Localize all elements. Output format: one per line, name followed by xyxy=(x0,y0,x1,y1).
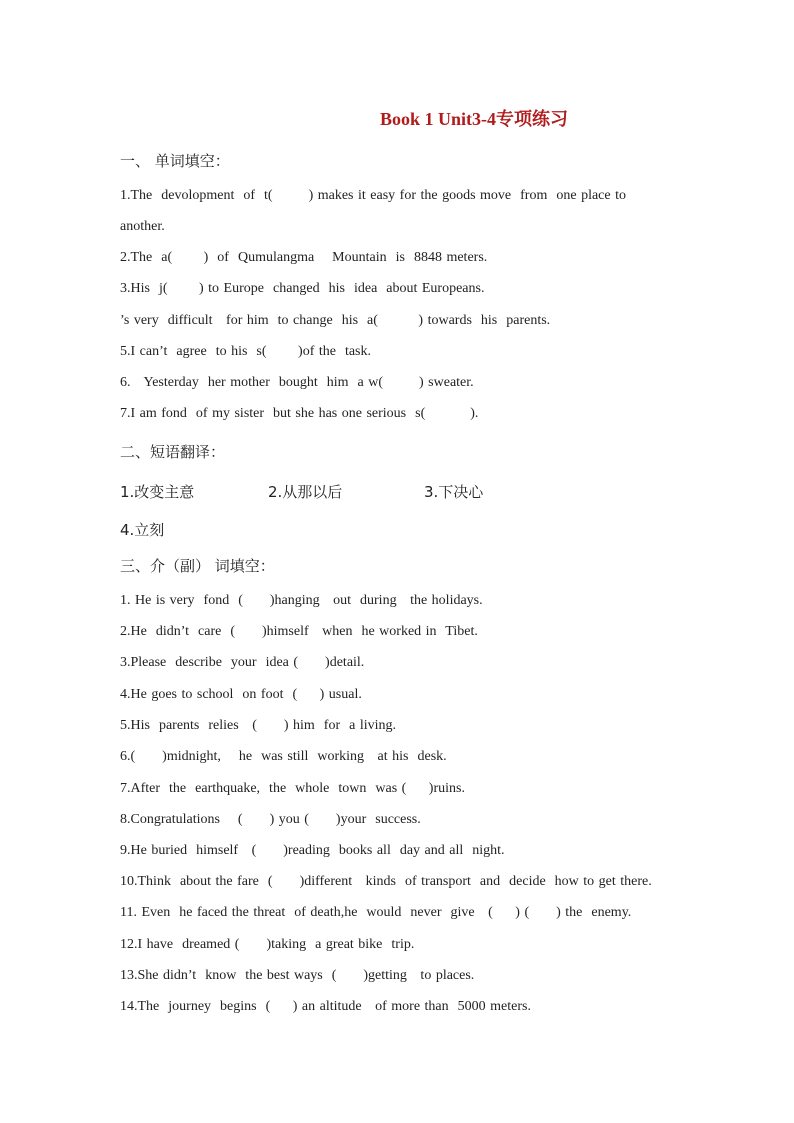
section-3-item: 6.( )midnight, he was still working at his desk. xyxy=(120,749,447,764)
section-3-item: 9.He buried himself ( )reading books all day and all night. xyxy=(120,843,505,858)
phrase-item: 2.从那以后 xyxy=(268,483,343,501)
section-3-item: 8.Congratulations ( ) you ( )your success. xyxy=(120,812,421,827)
section-3-heading: 三、介（副） 词填空： xyxy=(120,557,275,575)
section-3-item: 10.Think about the fare ( )different kinds of transport and decide how to get there. xyxy=(120,874,652,889)
section-1-heading: 一、 单词填空： xyxy=(120,152,230,170)
phrase-item: 4.立刻 xyxy=(120,521,165,539)
section-3-item: 14.The journey begins ( ) an altitude of more than 5000 meters. xyxy=(120,999,531,1014)
section-3-item: 12.I have dreamed ( )taking a great bike trip. xyxy=(120,937,415,952)
section-1-item: 1.The devolopment of t( ) makes it easy for the goods move from one place to xyxy=(120,188,626,203)
section-1-item: 2.The a( ) of Qumulangma Mountain is 8848 meters. xyxy=(120,250,488,265)
section-3-item: 7.After the earthquake, the whole town was ( )ruins. xyxy=(120,781,465,796)
section-3-item: 2.He didn’t care ( )himself when he worked in Tibet. xyxy=(120,624,478,639)
section-1-item: 3.His j( ) to Europe changed his idea about Europeans. xyxy=(120,281,485,296)
section-3-item: 5.His parents relies ( ) him for a living. xyxy=(120,718,397,733)
section-1-item: 5.I can’t agree to his s( )of the task. xyxy=(120,344,372,359)
section-1-item: ’s very difficult for him to change his a( ) towards his parents. xyxy=(120,313,551,328)
section-3-item: 13.She didn’t know the best ways ( )getting to places. xyxy=(120,968,475,983)
phrase-item: 3.下决心 xyxy=(424,483,484,501)
section-3-item: 1. He is very fond ( )hanging out during the holidays. xyxy=(120,593,483,608)
section-3-item: 11. Even he faced the threat of death,he would never give ( ) ( ) the enemy. xyxy=(120,905,632,920)
section-1-item: 6. Yesterday her mother bought him a w( ) sweater. xyxy=(120,375,474,390)
section-1-item: 7.I am fond of my sister but she has one serious s( ). xyxy=(120,406,479,421)
section-1-item: another. xyxy=(120,219,165,234)
section-3-item: 3.Please describe your idea ( )detail. xyxy=(120,655,365,670)
section-2-heading: 二、短语翻译： xyxy=(120,443,226,461)
page-title: Book 1 Unit3-4专项练习 xyxy=(380,109,569,129)
phrase-item: 1.改变主意 xyxy=(120,483,195,501)
section-3-item: 4.He goes to school on foot ( ) usual. xyxy=(120,687,362,702)
